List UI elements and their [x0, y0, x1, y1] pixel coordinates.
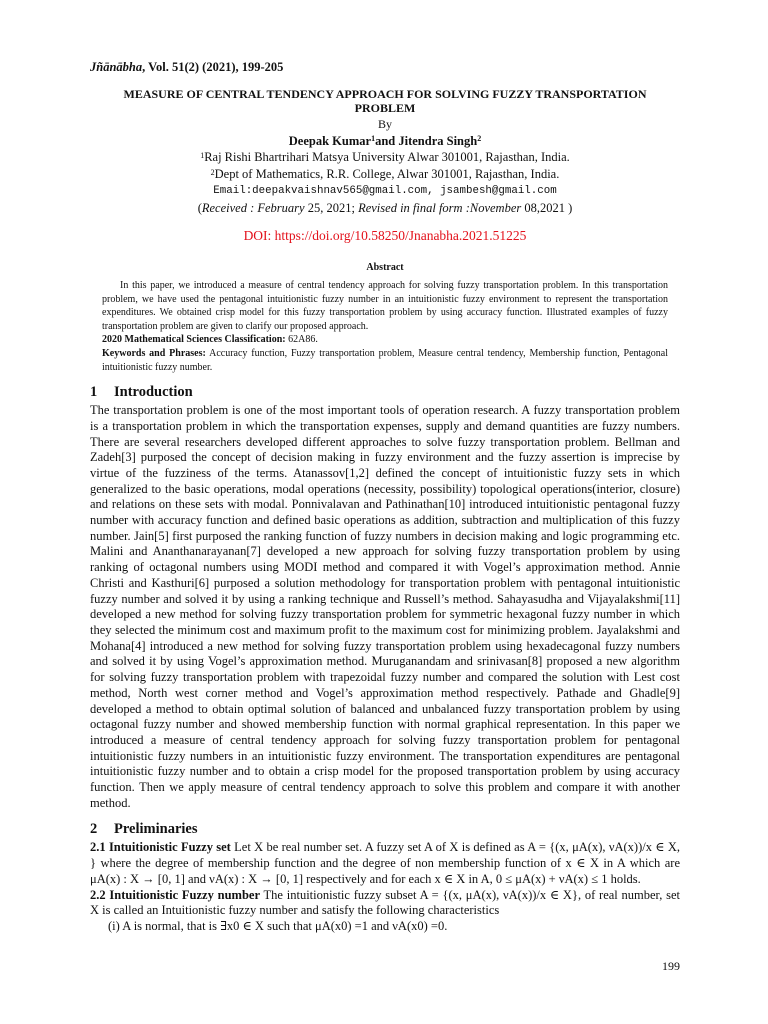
journal-citation: Jñānābha, Vol. 51(2) (2021), 199-205 [90, 60, 284, 74]
received-dates: (Received : February 25, 2021; Revised in final form :November 08,2021 ) [197, 201, 573, 215]
affiliation-2: $^2$Dept of Mathematics, R.R. College, Alwar 301001, Rajasthan, India. [210, 167, 560, 181]
definition-2-1: 2.1 Intuitionistic Fuzzy set Let X be real number set. A fuzzy set A of X is defined as A = {(x, μA(x), νA(x))/x ∈ X, } where the degree of membership function and the degree of non membership function of x ∈ X in A which are μA(x) : X → [0, 1] and νA(x) : X → [0, 1] respectively and for each x ∈ X in A, 0 ≤ μA(x) + νA(x) ≤ 1 holds. [90, 840, 680, 886]
doi-link[interactable]: DOI: https://doi.org/10.58250/Jnanabha.2021.51225 [243, 228, 527, 243]
title-line-1: MEASURE OF CENTRAL TENDENCY APPROACH FOR SOLVING FUZZY TRANSPORTATION [123, 87, 647, 101]
keywords: Keywords and Phrases: Accuracy function, Fuzzy transportation problem, Measure central tendency, Membership function, Pentagonal intuitionistic fuzzy number. [102, 347, 668, 373]
section-heading-preliminaries: 2 Preliminaries [90, 821, 198, 838]
by-line: By [377, 117, 392, 131]
author-line: Deepak Kumar$^1$and Jitendra Singh$^2$ [288, 134, 482, 148]
abstract-text: In this paper, we introduced a measure of central tendency approach for solving fuzzy transportation problem. In this transportation problem, we have used the pentagonal intuitionistic fuzzy number in an intuitionistic fuzzy environment to represent the transportation expenditures. We obtained crisp model for this fuzzy transportation problem by using accuracy function. Illustrated examples of fuzzy transportation problem are given to clarify our proposed approach. [102, 280, 668, 332]
paper-title [90, 87, 680, 115]
definition-2-2: 2.2 Intuitionistic Fuzzy number The intuitionistic fuzzy subset A = {(x, μA(x), νA(x))/x ∈ X}, of real number, set X is called an Intuitionistic fuzzy number and satisfy the following characteristics [90, 887, 680, 918]
title-line-2: PROBLEM [354, 101, 416, 115]
introduction-text: The transportation problem is one of the most important tools of operation research. A fuzzy transportation problem is a transportation problem in which the transportation expenses, supply and demand quantities are fuzzy numbers. There are several researchers developed different approaches to solve fuzzy transportation problem. Bellman and Zadeh[3] purposed the concept of decision making in fuzzy environment and the fuzzy assertion is imprecise by virtue of the fuzziness of the terms. Atanassov[1,2] defined the concept of intuitionistic fuzzy sets in which generalized to the basic operations, modal operations (necessity, possibility) topological operations(interior, closure) and relations on these sets with modal. Ponnivalavan and Pathinathan[10] introduced intuitionistic pentagonal fuzzy number with accuracy function and defined basic operations as addition, subtraction and multiplication of this fuzzy number. Jain[5] first purposed the ranking function of fuzzy numbers in decision making and logic programming etc. Malini and Ananthanarayanan[7] developed a new approach for solving fuzzy transportation problem by using ranking of octagonal numbers using MODI method and compared it with Vogel’s approximation method. Annie Christi and Kasthuri[6] purposed a solution methodology for transportation problem with pentagonal intuitionistic fuzzy number and solved it by using a ranking technique and Russell’s method. Sahayasudha and Vijayalakshmi[11] developed a new method for solving fuzzy transportation problem for symmetric hexagonal fuzzy number in which they selected the minimum cost and maximum profit to the maximum cost for minimizing problem. Jayalakshmi and Mohana[4] introduced a new method for solving fuzzy transportation problem using hexadecagonal fuzzy numbers and solved it by using Vogel’s approximation method. Muruganandam and srinivasan[8] proposed a new algorithm for solving fuzzy transportation problem with trapezoidal fuzzy number and compared the solution with Lest cost method, North west corner method and Vogel’s approximation method respectively. Pathade and Ghadle[9] developed a method to obtain optimal solution of balanced and unbalanced fuzzy transportation problem by using octagonal fuzzy number and showed membership function with normal graphical representation. In this paper we introduced a measure of central tendency approach for solving fuzzy transportation problem for pentagonal intuitionistic fuzzy numbers in an intuitionistic fuzzy environment. The transportation expenditures are pentagonal intuitionistic fuzzy number and to obtain a crisp model for the proposed transportation problem by using accuracy function. Then we apply measure of central tendency approach to solve this problem and compare it with another method. [90, 403, 680, 810]
section-heading-introduction: 1 Introduction [90, 384, 193, 401]
characteristic-item-1: (i) A is normal, that is ∃x0 ∈ X such that μA(x0) =1 and νA(x0) =0. [108, 918, 448, 933]
email-line: Email:deepakvaishnav565@gmail.com, jsambesh@gmail.com [213, 185, 557, 197]
msc-classification: 2020 Mathematical Sciences Classification: 62A86. [102, 334, 318, 346]
paper-page [90, 60, 680, 935]
page-number: 199 [662, 959, 680, 973]
affiliation-1: $^1$Raj Rishi Bhartrihari Matsya University Alwar 301001, Rajasthan, India. [200, 150, 570, 164]
abstract-heading: Abstract [366, 262, 404, 273]
